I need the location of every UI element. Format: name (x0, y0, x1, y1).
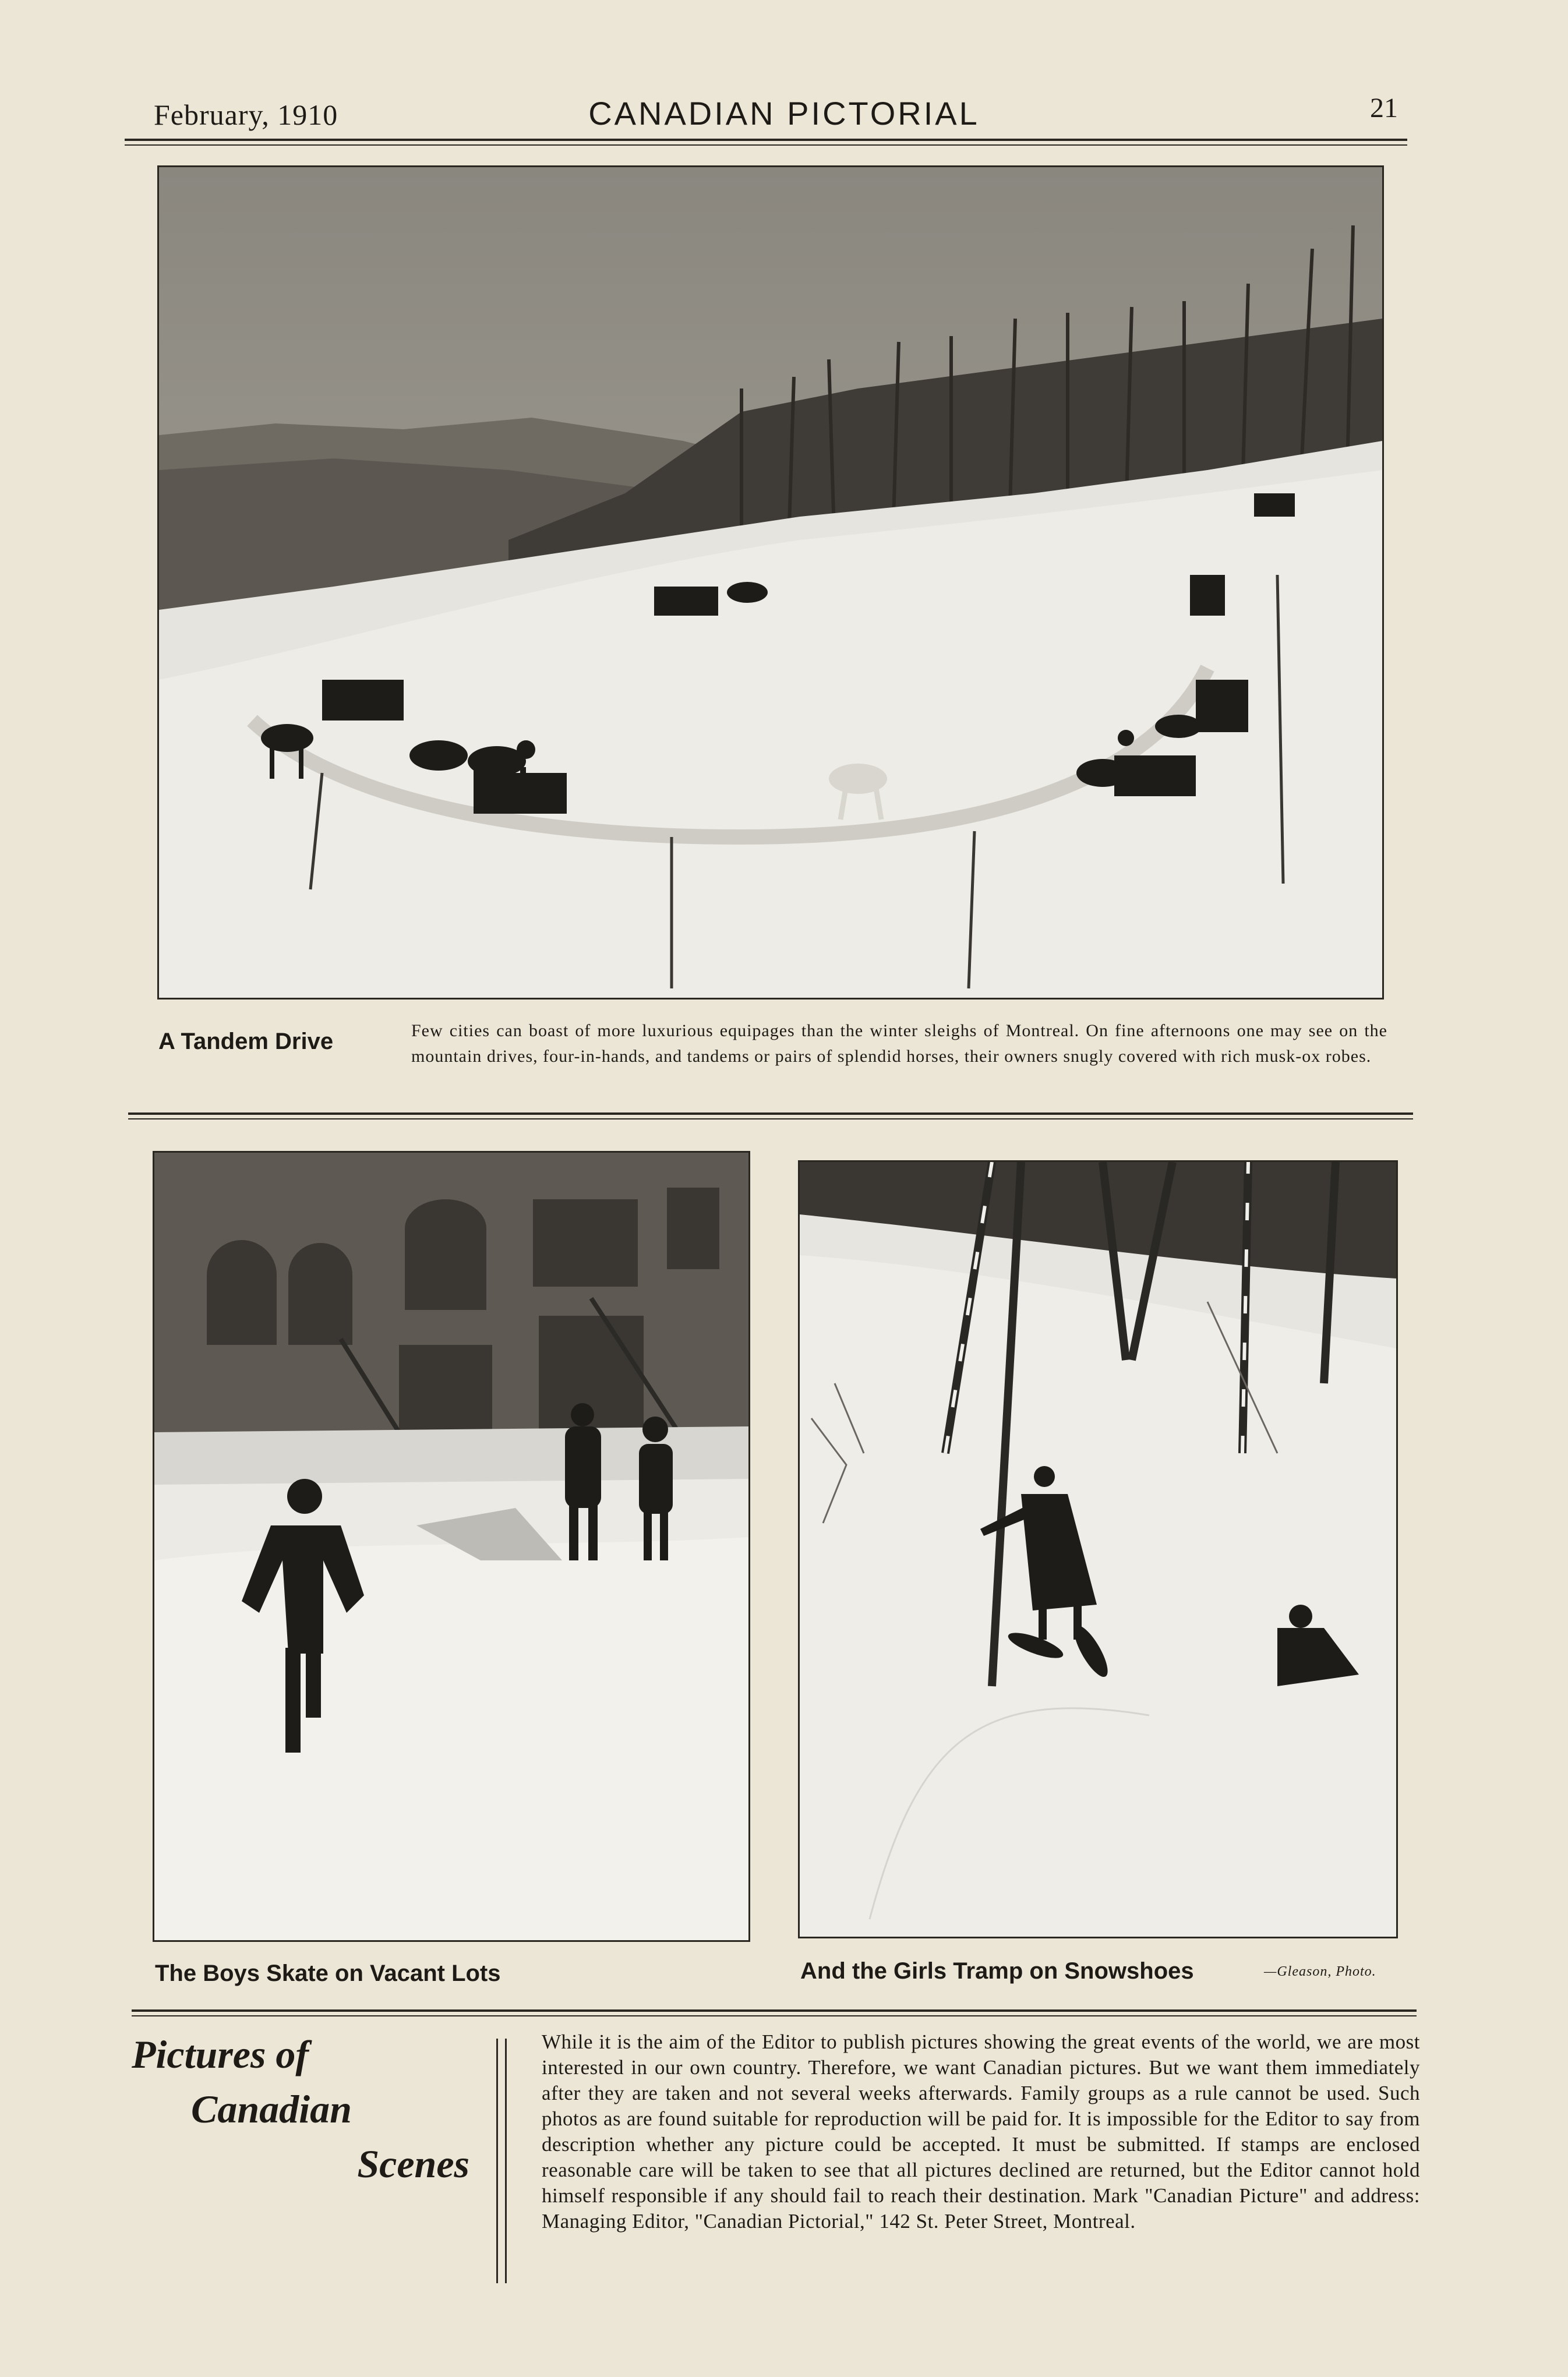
feature-heading (132, 2027, 469, 2191)
page-number: 21 (1370, 93, 1398, 123)
header-rule (125, 139, 1407, 146)
tandem-drive-photo (157, 165, 1384, 999)
photo-credit: —Gleason, Photo. (1264, 1964, 1376, 1979)
boys-skating-photo (153, 1151, 750, 1942)
issue-date: February, 1910 (154, 98, 338, 131)
girls-snowshoes-caption: And the Girls Tramp on Snowshoes (800, 1958, 1194, 1984)
boys-skating-caption: The Boys Skate on Vacant Lots (155, 1961, 501, 1986)
feature-heading-line2: Canadian (191, 2087, 352, 2131)
tandem-drive-caption-text: Few cities can boast of more luxurious equipages than the winter sleighs of Montreal. On fine afternoons one may see on the mountain drives, four-in-hands, and tandems or pairs of splendid horses, their owners snugly covered with rich musk-ox robes. (411, 1021, 1387, 1066)
feature-divider (496, 2039, 507, 2283)
tandem-drive-illustration (159, 167, 1382, 998)
feature-heading-line1: Pictures of (132, 2032, 309, 2076)
publication-title: CANADIAN PICTORIAL (588, 95, 980, 132)
girls-snowshoes-photo (798, 1160, 1398, 1938)
feature-heading-line3: Scenes (357, 2142, 469, 2186)
feature-body: While it is the aim of the Editor to publish pictures showing the great events of the world, we are most interested in our own country. Therefore, we want Canadian pictures. But we want them immediately after they are taken and not several weeks afterwards. Family groups as a rule cannot be used. Such photos as are found suitable for reproduction will be paid for. It is impossible for the Editor to say from description whether any picture could be accepted. It must be submitted. If stamps are enclosed reasonable care will be taken to see that all pictures declined are returned, but the Editor cannot hold himself responsible if any should fail to reach their destination. Mark "Canadian Picture" and address: Managing Editor, "Canadian Pictorial," 142 St. Peter Street, Montreal. (542, 2030, 1420, 2233)
footer-rule (132, 2009, 1417, 2016)
girls-snowshoes-illustration (800, 1162, 1396, 1937)
tandem-drive-caption-title: A Tandem Drive (158, 1029, 334, 1054)
section-rule (128, 1112, 1413, 1119)
boys-skating-illustration (154, 1153, 748, 1940)
